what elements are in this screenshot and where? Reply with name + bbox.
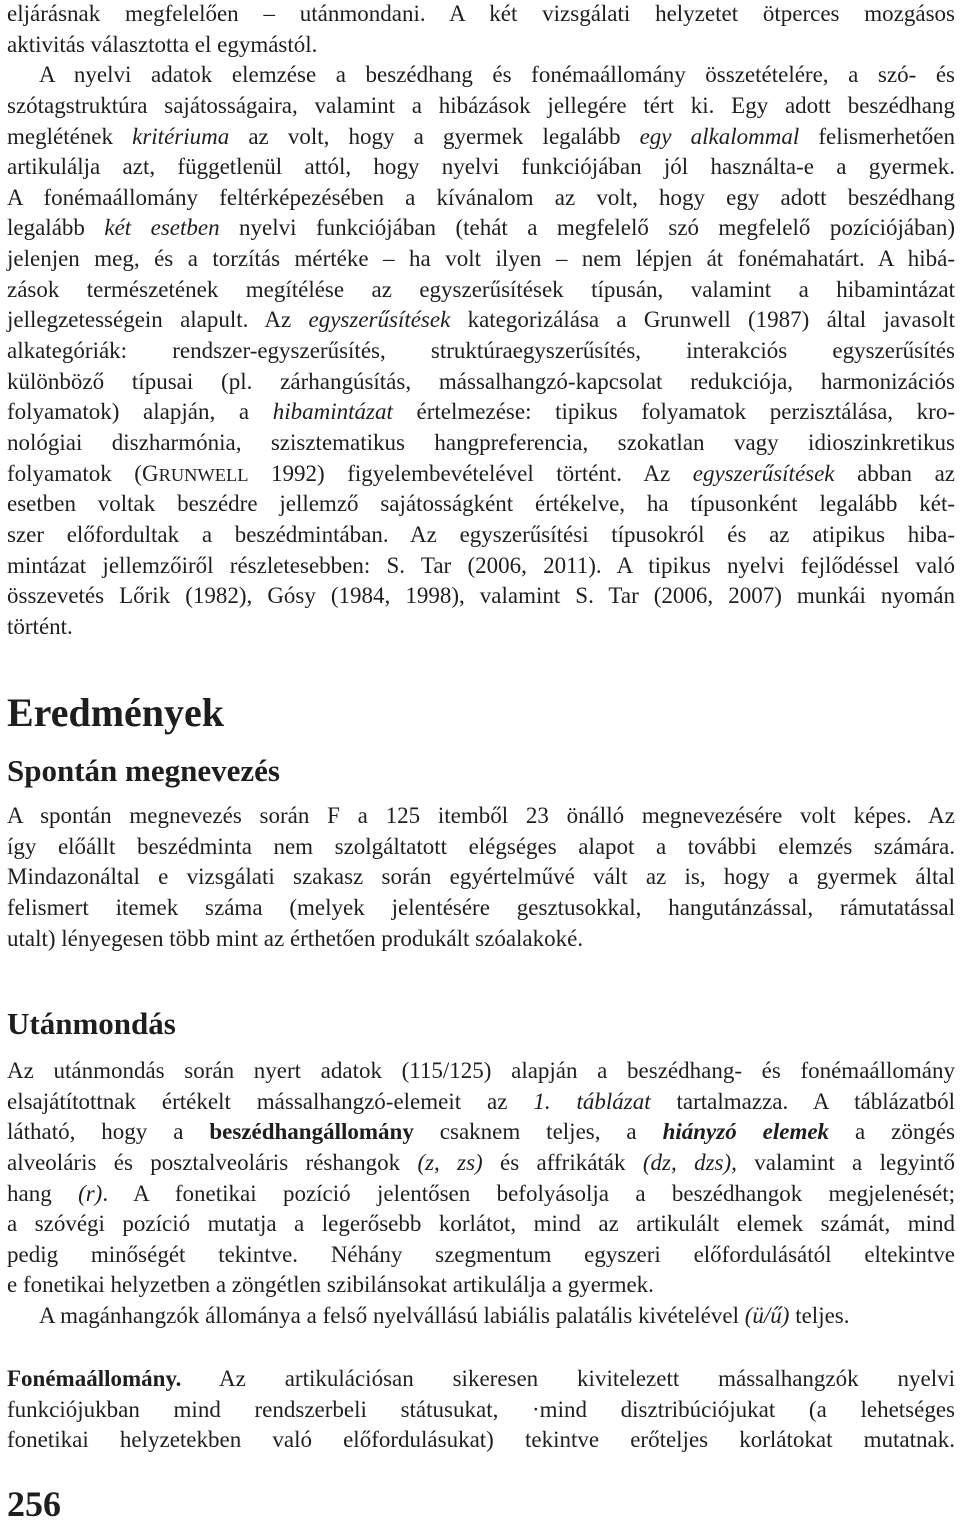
repetition-text [7,1056,955,1332]
text-run: nológiai diszharmónia, szisztematikus hangpreferencia, szokatlan vagy idioszinkretikus [7,429,955,455]
text-run: alveoláris és posztalveoláris réshangok [7,1149,418,1175]
text-run: jellegzetességein alapult. Az [7,307,309,333]
text-run: aktivitás választotta el egymástól. [7,31,318,57]
bold-text: beszédhangállomány [209,1119,414,1145]
text-run: e fonetikai helyzetben a zöngétlen szibilánsokat artikulálja a gyermek. [7,1272,654,1298]
text-run: értelmezése: tipikus folyamatok perzisztálása, kro- [392,399,955,425]
text-line [7,1270,955,1301]
text-run: legalább [7,215,105,241]
text-line [7,122,955,153]
text-line [7,397,955,428]
text-line [7,1395,955,1426]
text-line [7,832,955,863]
text-line [7,305,955,336]
text-line [7,1364,955,1395]
text-line [7,1117,955,1148]
text-line [7,1087,955,1118]
text-run: és affrikáták [482,1149,643,1175]
text-line [7,244,955,275]
text-line [7,336,955,367]
text-run: felismert itemek száma (melyek jelentésére gesztusokkal, hangutánzással, rámutatással [7,894,955,920]
text-run: a szóvégi pozíció mutatja a legerősebb korlátot, mind az artikulált elemek számát, mind [7,1211,955,1237]
text-run: . A fonetikai pozíció jelentősen befolyásolja a beszédhangok megjelenését; [102,1180,955,1206]
text-run: Mindazonáltal e vizsgálati szakasz során egyértelművé vált az is, hogy a gyermek által [7,864,955,890]
text-run: Az artikulációsan sikeresen kivitelezett mássalhangzók nyelvi [181,1366,955,1391]
text-line [7,1179,955,1210]
italic-text: két esetben [104,215,220,241]
text-line [7,213,955,244]
spontaneous-naming-heading: Spontán megnevezés [7,753,280,788]
italic-text: hibamintázat [272,399,393,425]
text-line [7,581,955,612]
text-run: valamint a legyintő [736,1149,955,1175]
paragraph [7,801,955,954]
text-run: artikulálja azt, függetlenül attól, hogy nyelvi funkciójában jól használta-e a gyermek. [7,154,955,180]
text-run: A spontán megnevezés során F a 125 itemből 23 önálló megnevezésére volt képes. Az [7,803,955,828]
text-line [7,924,955,955]
text-line [7,862,955,893]
text-line [7,60,955,91]
bold-italic-text: hiányzó elemek [662,1119,830,1145]
small-caps-text: RUNWELL [158,464,249,485]
italic-text: (z, zs) [417,1149,483,1175]
text-run: csaknem teljes, a [413,1119,663,1145]
paragraph [7,1056,955,1301]
text-line [7,489,955,520]
paragraph [7,0,955,60]
text-line [7,1148,955,1179]
text-run: különböző típusai (pl. zárhangúsítás, mássalhangzó-kapcsolat redukciója, harmonizációs [7,368,955,394]
italic-text: 1. táblázat [533,1088,651,1114]
text-run: elsajátítottnak értékelt mássalhangzó-elemeit az [7,1088,534,1114]
italic-text: egyszerűsítések [692,460,835,486]
text-line [7,0,955,30]
text-line [7,893,955,924]
text-line [7,275,955,306]
text-run: tartalmazza. A táblázatból [650,1088,956,1114]
text-run: funkciójukban mind rendszerbeli státusukat, ·mind disztribúciójukat (a lehetséges [7,1396,955,1422]
italic-text: (ü/ű) [744,1303,790,1329]
text-run: felismerhetően [799,123,955,149]
text-run: eljárásnak megfelelően – utánmondani. A két vizsgálati helyzetet ötperces mozgásos [7,1,955,26]
text-line [7,1425,955,1456]
text-run: fonetikai helyzetekben való előfordulásukat) tekintve erőteljes korlátokat mutatnak. [7,1427,955,1453]
text-line [7,183,955,214]
page-number: 256 [7,1484,61,1524]
repetition-heading: Utánmondás [7,1006,176,1041]
italic-text: (dz, dzs), [642,1149,737,1175]
text-run: összevetés Lőrik (1982), Gósy (1984, 1998), valamint S. Tar (2006, 2007) munkái nyomán [7,583,955,609]
text-run: folyamatok) alapján, a [7,399,273,425]
text-run: A magánhangzók állománya a felső nyelvállású labiális palatális kivételével [39,1303,745,1329]
text-line [7,1209,955,1240]
text-line [7,428,955,459]
text-run: zások természetének megítélése az egyszerűsítések típusán, valamint a hibamintázat [7,276,955,302]
text-run: folyamatok (G [7,460,159,486]
text-run: A fonémaállomány feltérképezésében a kívánalom az volt, hogy egy adott beszédhang [7,184,955,210]
text-run: esetben voltak beszédre jellemző sajátosságként értékelve, ha típusonként legalább két- [7,491,955,517]
text-line [7,30,955,61]
text-line [7,1301,955,1332]
text-run: az volt, hogy a gyermek legalább [229,123,640,149]
paragraph [7,1301,955,1332]
text-run: szótagstruktúra sajátosságaira, valamint a hibázások jellegére tért ki. Egy adott beszédhang [7,92,955,118]
text-line [7,1240,955,1271]
bold-text: Fonémaállomány. [7,1366,182,1391]
italic-text: kritériuma [132,123,230,149]
italic-text: egyszerűsítések [308,307,451,333]
text-line [7,551,955,582]
text-line [7,367,955,398]
phoneme-inventory-text [7,1364,955,1456]
text-line [7,520,955,551]
text-run: abban az [834,460,955,486]
text-run: pedig minőségét tekintve. Néhány szegmentum egyszeri előfordulásától eltekintve [7,1241,955,1267]
text-line [7,152,955,183]
methods-text [7,0,955,642]
results-heading: Eredmények [7,690,225,735]
italic-text: (r) [78,1180,103,1206]
italic-text: egy alkalommal [639,123,800,149]
text-run: szer előfordultak a beszédmintában. Az egyszerűsítési típusokról és az atipikus hiba- [7,521,955,547]
paragraph [7,1364,955,1456]
text-run: kategorizálása a Grunwell (1987) által javasolt [450,307,955,333]
text-run: így előállt beszédminta nem szolgáltatott elégséges alapot a további elemzés számára. [7,833,955,859]
text-run: teljes. [789,1303,850,1329]
text-line [7,459,955,490]
text-line [7,91,955,122]
text-run: meglétének [7,123,133,149]
text-run: mintázat jellemzőiről részletesebben: S. Tar (2006, 2011). A tipikus nyelvi fejlődéssel való [7,552,955,578]
text-run: Az utánmondás során nyert adatok (115/125) alapján a beszédhang- és fonémaállomány [7,1058,955,1083]
text-run: történt. [7,613,73,639]
text-run: A nyelvi adatok elemzése a beszédhang és fonémaállomány összetételére, a szó- és [39,62,955,88]
text-run: utalt) lényegesen több mint az érthetően produkált szóalakoké. [7,925,584,951]
text-run: hang [7,1180,79,1206]
text-run: alkategóriák: rendszer-egyszerűsítés, struktúraegyszerűsítés, interakciós egyszerűsítés [7,338,955,364]
text-line [7,801,955,832]
text-run: látható, hogy a [7,1119,210,1145]
text-run: a zöngés [829,1119,955,1145]
text-run: jelenjen meg, és a torzítás mértéke – ha volt ilyen – nem lépjen át fonémahatárt. A hibá- [7,246,955,272]
text-run: nyelvi funkciójában (tehát a megfelelő szó megfelelő pozíciójában) [219,215,955,241]
text-line [7,612,955,643]
text-run: 1992) figyelembevételével történt. Az [248,460,693,486]
spontaneous-naming-text [7,801,955,954]
paragraph [7,60,955,642]
text-line [7,1056,955,1087]
